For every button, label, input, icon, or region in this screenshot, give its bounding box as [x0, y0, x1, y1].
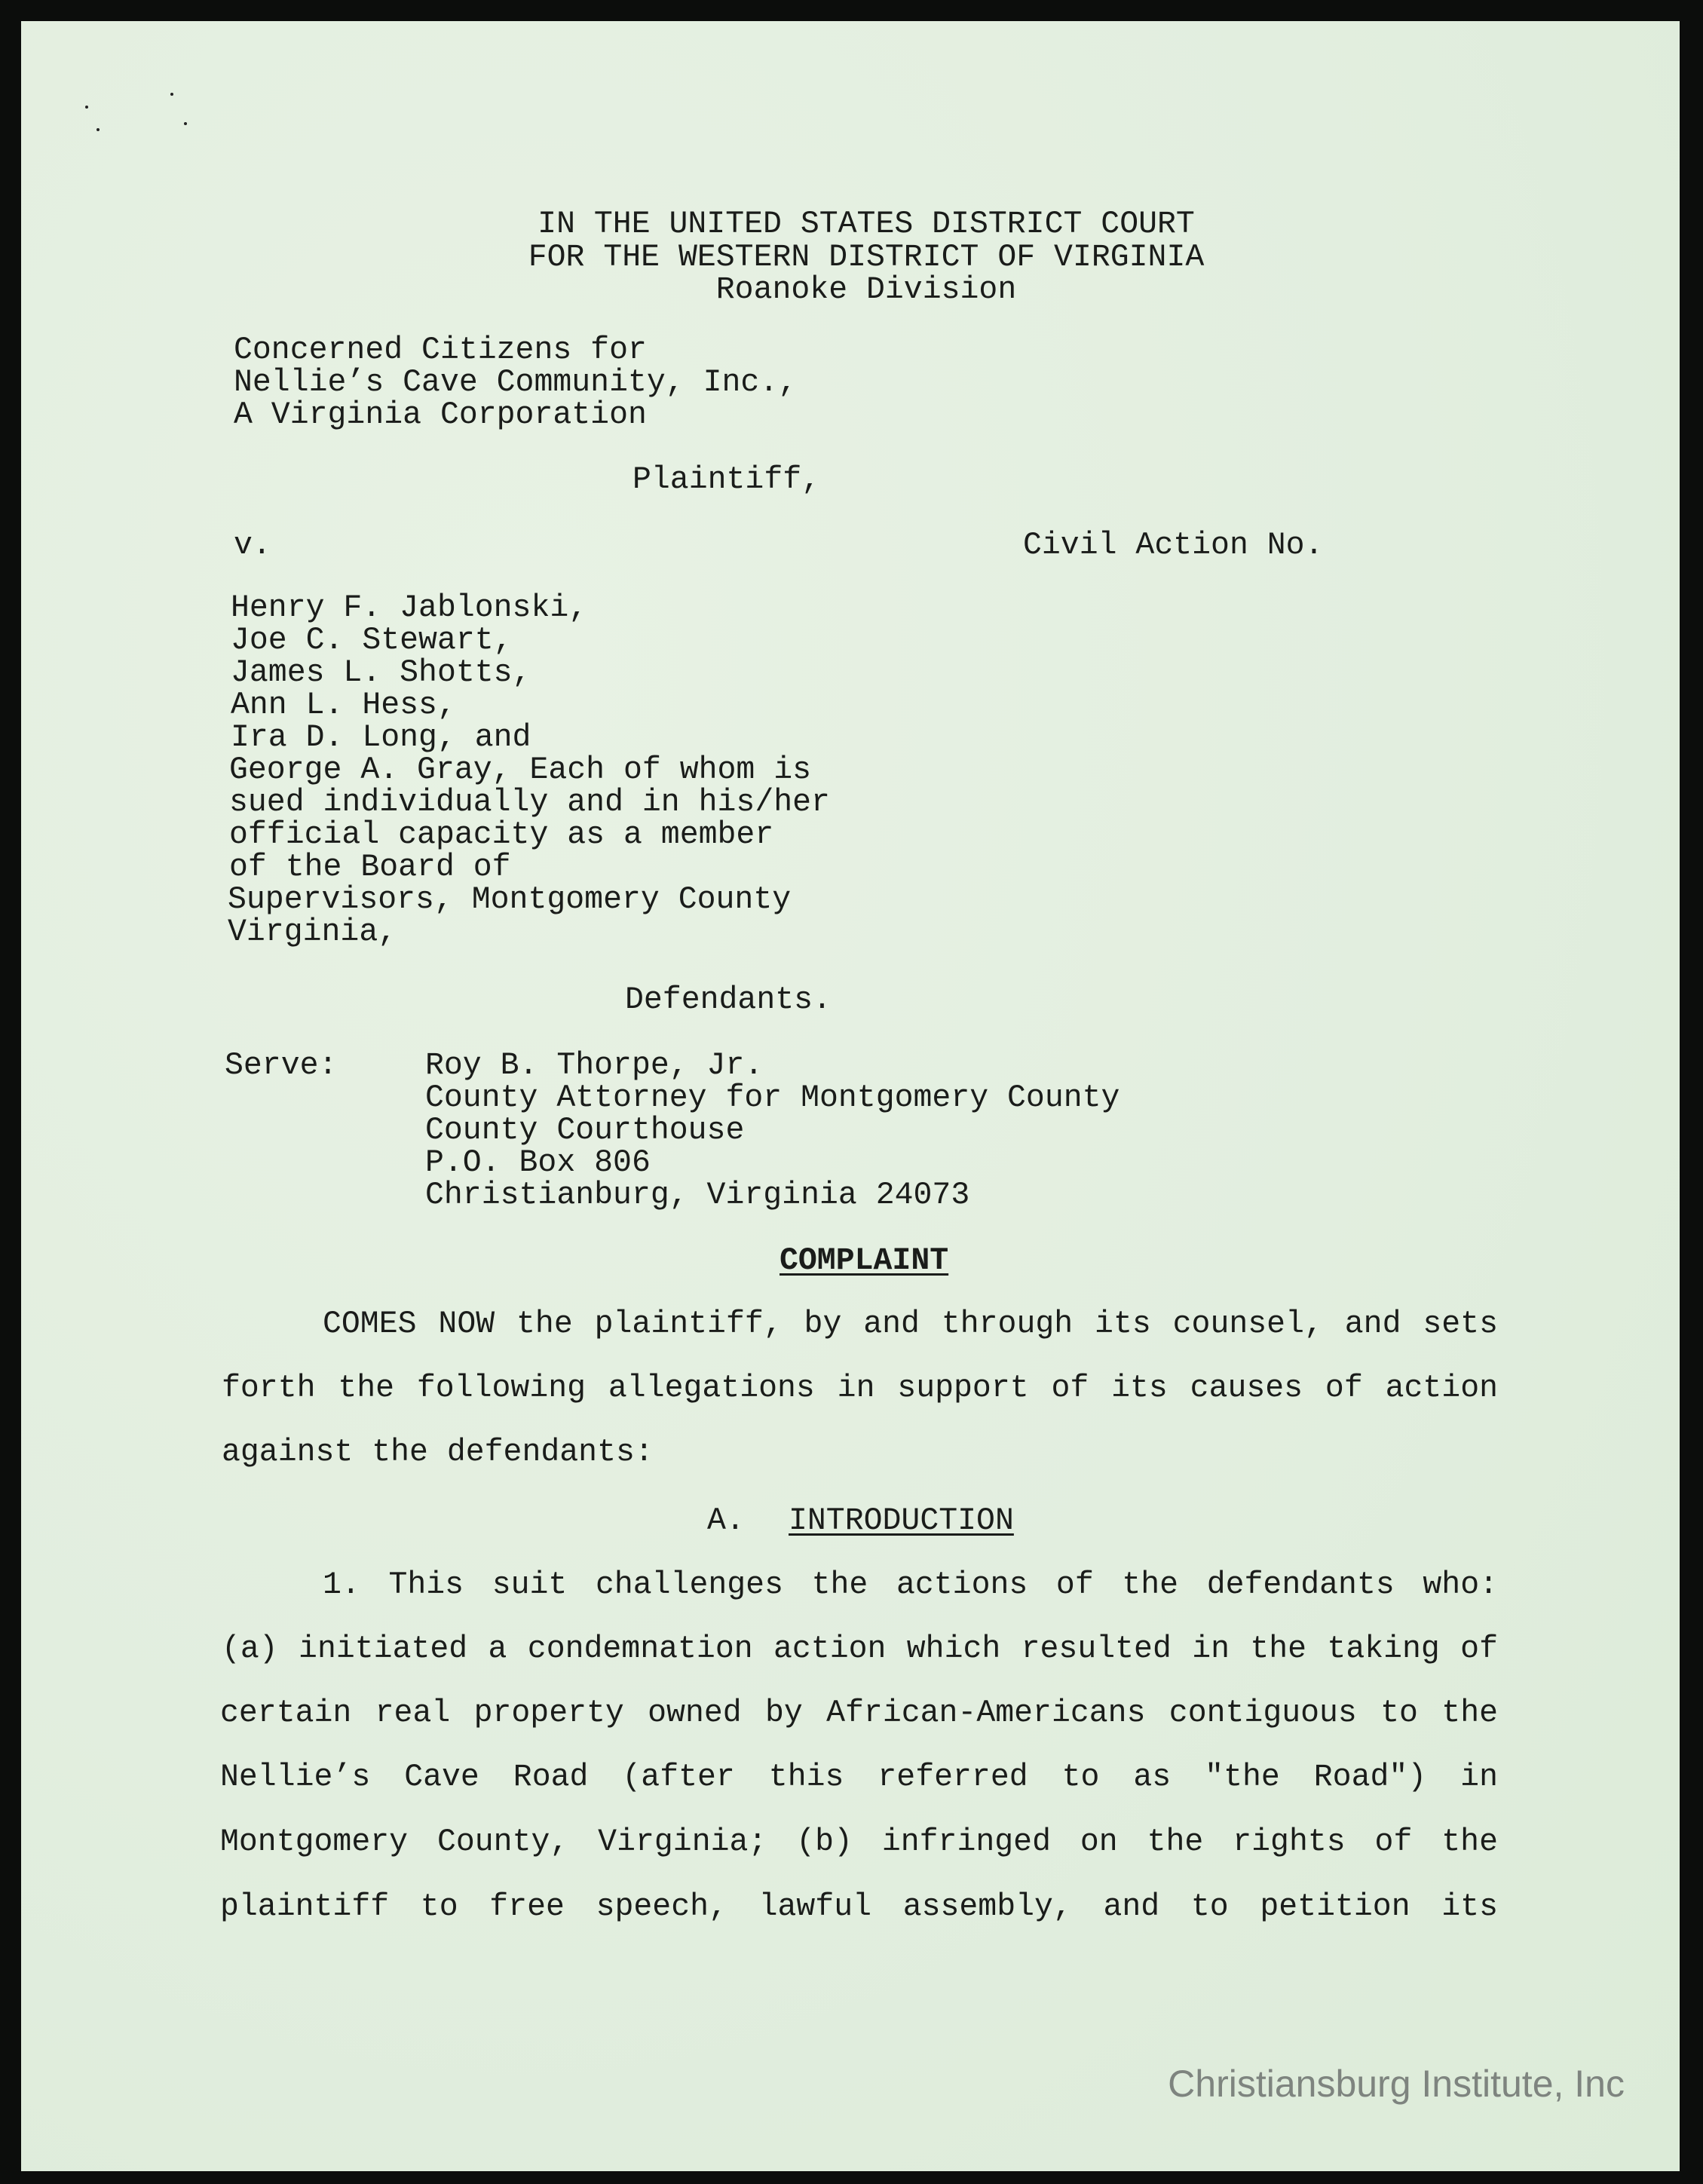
paragraph-1-line: plaintiff to free speech, lawful assembly, and to petition its: [220, 1889, 1498, 1925]
paper-speck: [184, 122, 187, 125]
intro-paragraph-line: COMES NOW the plaintiff, by and through its counsel, and sets: [323, 1306, 1498, 1342]
paragraph-1-line: 1. This suit challenges the actions of the defendants who:: [323, 1567, 1498, 1603]
section-title: INTRODUCTION: [789, 1503, 1014, 1539]
defendant-line: of the Board of: [229, 850, 511, 885]
court-division: Roanoke Division: [715, 272, 1017, 308]
defendant-line: Joe C. Stewart,: [231, 623, 513, 658]
plaintiff-name-line: Nellie’s Cave Community, Inc.,: [234, 365, 798, 400]
plaintiff-label: Plaintiff,: [632, 462, 821, 498]
court-name-line-1: IN THE UNITED STATES DISTRICT COURT: [538, 207, 1195, 242]
defendant-line: Henry F. Jablonski,: [231, 590, 588, 626]
paper-speck: [85, 106, 88, 109]
defendant-line: James L. Shotts,: [231, 655, 531, 691]
serve-address-line: P.O. Box 806: [425, 1145, 651, 1181]
defendant-line: official capacity as a member: [229, 817, 774, 853]
defendant-line: Ann L. Hess,: [231, 688, 456, 723]
watermark-text: Christiansburg Institute, Inc: [1168, 2063, 1625, 2105]
plaintiff-name-line: A Virginia Corporation: [234, 397, 647, 433]
plaintiff-name-line: Concerned Citizens for: [234, 332, 647, 368]
paper-speck: [170, 93, 173, 96]
section-letter: A.: [707, 1503, 745, 1539]
defendant-line: George A. Gray, Each of whom is: [229, 752, 812, 788]
paragraph-1-line: Nellie’s Cave Road (after this referred to as "the Road") in: [220, 1760, 1498, 1795]
intro-paragraph-line: against the defendants:: [222, 1435, 654, 1470]
defendant-line: Supervisors, Montgomery County: [228, 882, 792, 917]
serve-address-line: County Courthouse: [425, 1113, 745, 1148]
defendant-line: Ira D. Long, and: [231, 720, 531, 755]
defendant-line: sued individually and in his/her: [229, 785, 830, 820]
paper-speck: [96, 128, 100, 131]
paragraph-1-line: Montgomery County, Virginia; (b) infringed on the rights of the: [220, 1824, 1498, 1860]
serve-label: Serve:: [225, 1048, 338, 1083]
serve-address-line: Christianburg, Virginia 24073: [425, 1178, 970, 1213]
complaint-heading: COMPLAINT: [780, 1243, 949, 1279]
defendants-label: Defendants.: [625, 982, 832, 1018]
paragraph-1-line: certain real property owned by African-Americans contiguous to the: [220, 1695, 1498, 1731]
intro-paragraph-line: forth the following allegations in support of its causes of action: [222, 1371, 1498, 1406]
civil-action-number: Civil Action No.: [1023, 528, 1324, 563]
serve-address-line: Roy B. Thorpe, Jr.: [425, 1048, 764, 1083]
versus: v.: [234, 528, 271, 563]
defendant-line: Virginia,: [228, 914, 397, 950]
court-name-line-2: FOR THE WESTERN DISTRICT OF VIRGINIA: [528, 240, 1205, 275]
serve-address-line: County Attorney for Montgomery County: [425, 1080, 1120, 1116]
paragraph-1-line: (a) initiated a condemnation action which resulted in the taking of: [222, 1631, 1498, 1667]
